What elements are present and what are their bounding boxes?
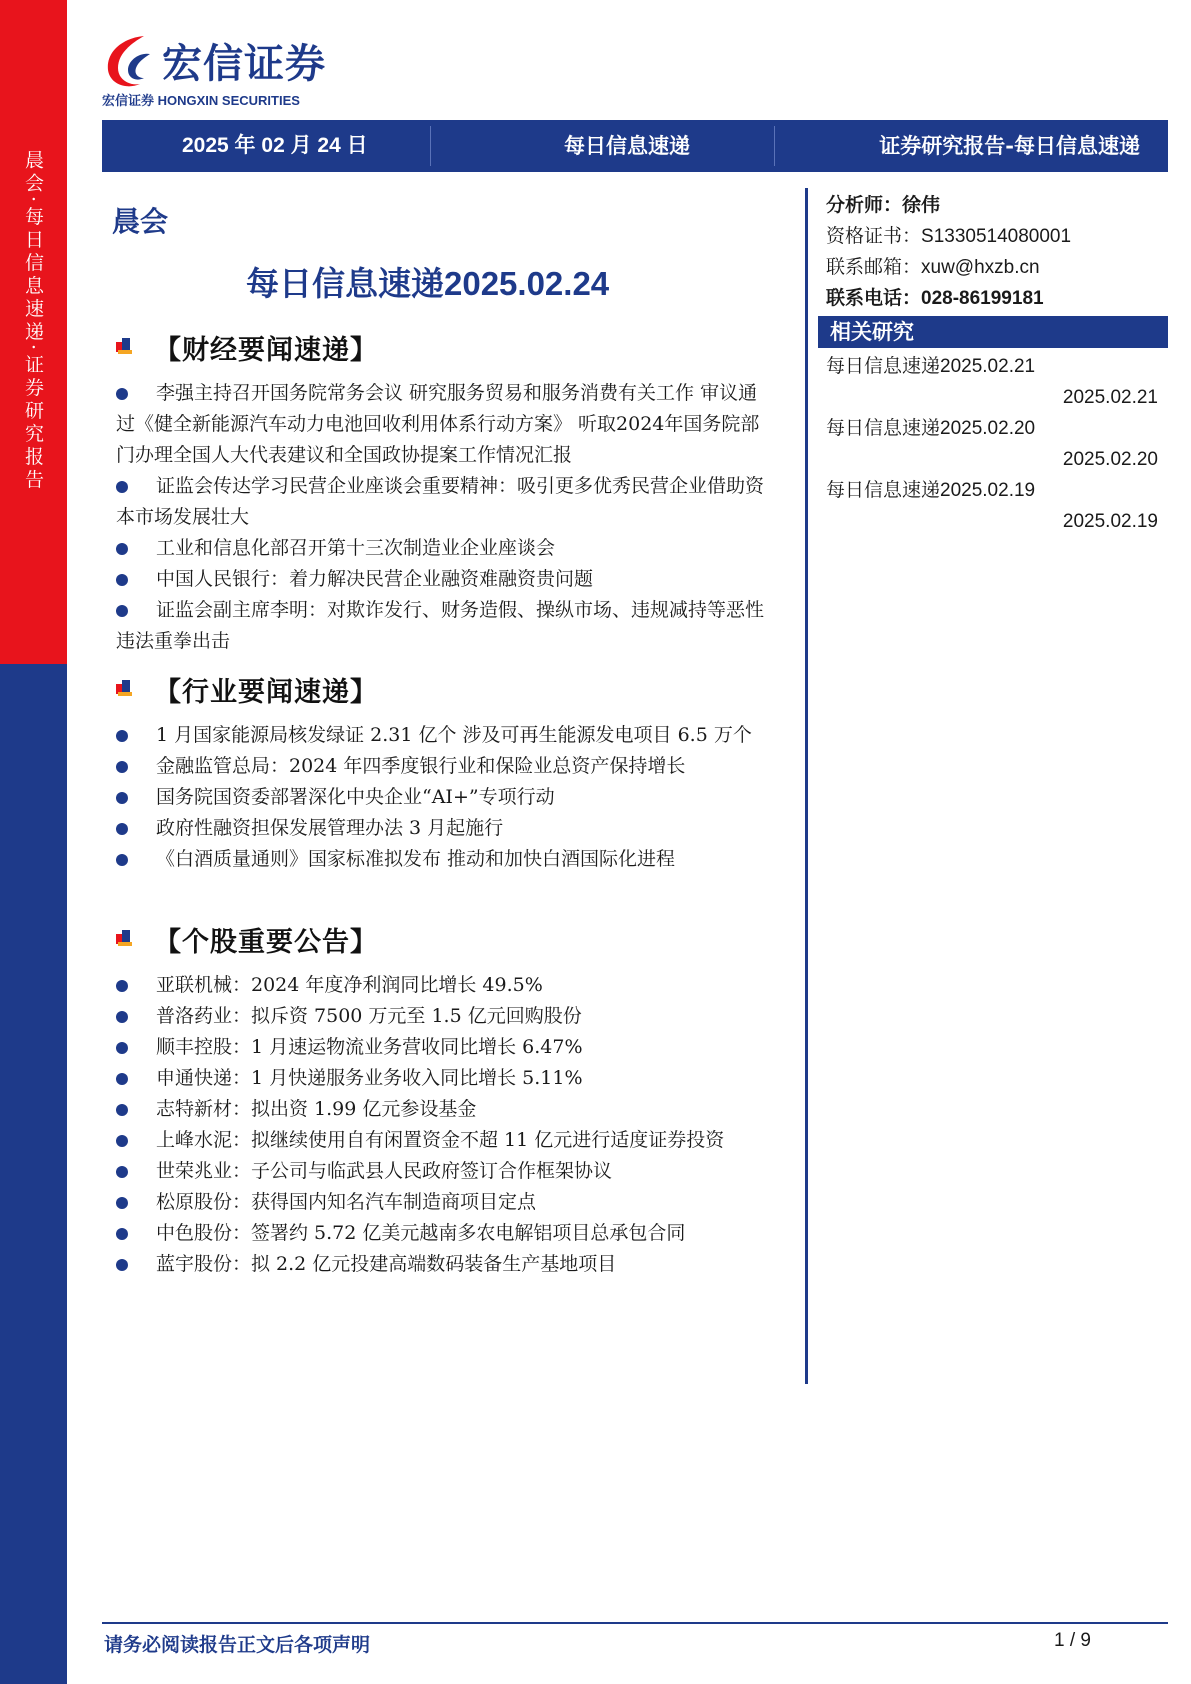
related-item[interactable] — [826, 475, 1168, 537]
analyst-cert-row — [826, 221, 1168, 252]
section-header-stocks — [116, 920, 378, 958]
analyst-email[interactable]: xuw@hxzb.cn — [921, 257, 1040, 278]
list-item: 1 月国家能源局核发绿证 2.31 亿个 涉及可再生能源发电项目 6.5 万个 — [116, 720, 776, 751]
footer-divider — [102, 1622, 1168, 1624]
related-item-title[interactable]: 每日信息速递2025.02.21 — [826, 355, 1036, 377]
banner-divider — [774, 126, 775, 166]
list-item: 《白酒质量通则》国家标准拟发布 推动和加快白酒国际化进程 — [116, 844, 776, 875]
related-item-title[interactable]: 每日信息速递2025.02.19 — [826, 479, 1036, 501]
analyst-phone-row — [826, 283, 1168, 314]
list-item: 国务院国资委部署深化中央企业“AI+”专项行动 — [116, 782, 776, 813]
related-item-date: 2025.02.19 — [1062, 511, 1158, 532]
industry-news-list — [116, 720, 776, 875]
report-category: 每日信息速递 — [564, 133, 690, 158]
section-title: 【财经要闻速递】 — [154, 334, 378, 366]
analyst-email-row — [826, 252, 1168, 283]
analyst-name: 徐伟 — [902, 194, 941, 216]
related-item[interactable] — [826, 413, 1168, 475]
page-title-date: 2025.02.24 — [444, 265, 610, 302]
footer-disclaimer: 请务必阅读报告正文后各项声明 — [104, 1634, 371, 1656]
list-item: 亚联机械：2024 年度净利润同比增长 49.5% — [116, 970, 776, 1001]
list-item: 松原股份：获得国内知名汽车制造商项目定点 — [116, 1187, 776, 1218]
list-item: 顺丰控股：1 月速运物流业务营收同比增长 6.47% — [116, 1032, 776, 1063]
page-title-text: 每日信息速递 — [246, 264, 444, 303]
section-label: 晨会 — [112, 205, 169, 238]
analyst-phone-label: 联系电话： — [826, 287, 922, 309]
analyst-phone: 028-86199181 — [921, 288, 1044, 309]
banner-divider — [430, 126, 431, 166]
list-item: 证监会副主席李明：对欺诈发行、财务造假、操纵市场、违规减持等恶性违法重拳出击 — [116, 595, 776, 657]
section-title: 【行业要闻速递】 — [154, 676, 378, 708]
list-item: 政府性融资担保发展管理办法 3 月起施行 — [116, 813, 776, 844]
related-research-heading: 相关研究 — [818, 316, 1168, 348]
logo-mark-icon — [100, 32, 158, 92]
related-research-list — [826, 351, 1168, 537]
section-bullet-icon — [116, 338, 132, 356]
report-type: 证券研究报告-每日信息速递 — [879, 133, 1140, 158]
list-item: 中色股份：签署约 5.72 亿美元越南多农电解铝项目总承包合同 — [116, 1218, 776, 1249]
list-item: 普洛药业：拟斥资 7500 万元至 1.5 亿元回购股份 — [116, 1001, 776, 1032]
analyst-name-label: 分析师： — [826, 194, 903, 216]
sidebar-vertical-text: 晨会·每日信息速递·证券研究报告 — [22, 150, 44, 493]
logo-english-name: 宏信证券 HONGXIN SECURITIES — [102, 93, 300, 108]
list-item: 世荣兆业：子公司与临武县人民政府签订合作框架协议 — [116, 1156, 776, 1187]
section-bullet-icon — [116, 930, 132, 948]
related-item-date: 2025.02.20 — [1062, 449, 1158, 470]
list-item: 金融监管总局：2024 年四季度银行业和保险业总资产保持增长 — [116, 751, 776, 782]
page-title — [246, 258, 609, 305]
header-banner — [102, 120, 1168, 172]
related-item-date: 2025.02.21 — [1062, 387, 1158, 408]
list-item: 申通快递：1 月快递服务业务收入同比增长 5.11% — [116, 1063, 776, 1094]
column-divider — [805, 188, 808, 1384]
related-item-title[interactable]: 每日信息速递2025.02.20 — [826, 417, 1036, 439]
list-item: 蓝宇股份：拟 2.2 亿元投建高端数码装备生产基地项目 — [116, 1249, 776, 1280]
analyst-name-row — [826, 190, 1168, 221]
list-item: 李强主持召开国务院常务会议 研究服务贸易和服务消费有关工作 审议通过《健全新能源汽车动力电池回收利用体系行动方案》 听取2024年国务院部门办理全国人大代表建议和全国政协提案工作情况汇报 — [116, 378, 776, 471]
analyst-info — [826, 190, 1168, 314]
analyst-cert-label: 资格证书： — [826, 225, 922, 247]
company-logo — [100, 28, 360, 108]
analyst-cert: S1330514080001 — [921, 226, 1072, 247]
logo-chinese-name: 宏信证券 — [162, 41, 326, 87]
report-date: 2025 年 02 月 24 日 — [182, 134, 368, 157]
list-item: 志特新材：拟出资 1.99 亿元参设基金 — [116, 1094, 776, 1125]
section-header-finance — [116, 328, 378, 366]
section-header-industry — [116, 670, 378, 708]
finance-news-list — [116, 378, 776, 657]
page-number: 1 / 9 — [1054, 1630, 1091, 1651]
section-title: 【个股重要公告】 — [154, 926, 378, 958]
stock-announcement-list — [116, 970, 776, 1280]
list-item: 工业和信息化部召开第十三次制造业企业座谈会 — [116, 533, 776, 564]
list-item: 中国人民银行：着力解决民营企业融资难融资贵问题 — [116, 564, 776, 595]
related-item[interactable] — [826, 351, 1168, 413]
section-bullet-icon — [116, 680, 132, 698]
list-item: 证监会传达学习民营企业座谈会重要精神：吸引更多优秀民营企业借助资本市场发展壮大 — [116, 471, 776, 533]
analyst-email-label: 联系邮箱： — [826, 256, 922, 278]
list-item: 上峰水泥：拟继续使用自有闲置资金不超 11 亿元进行适度证券投资 — [116, 1125, 776, 1156]
